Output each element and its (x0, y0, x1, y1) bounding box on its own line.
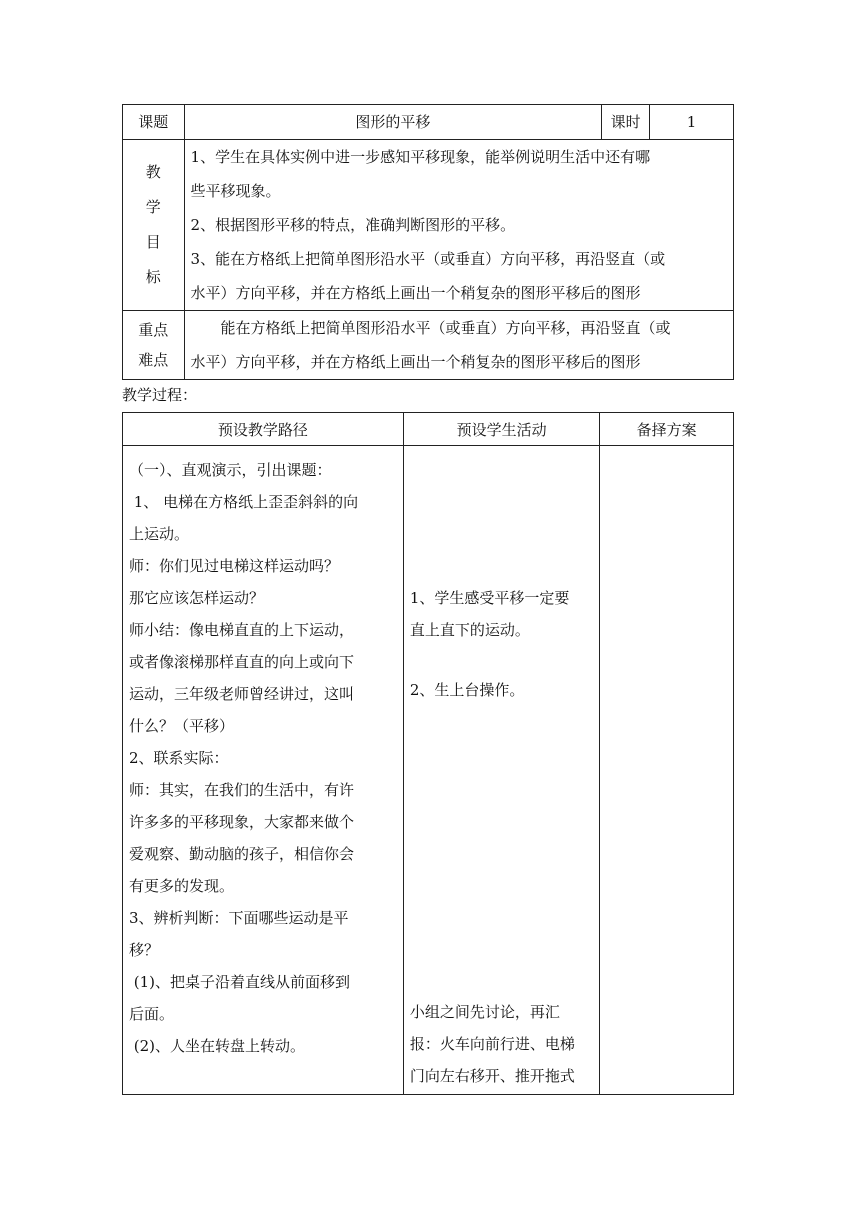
path-line: 或者像滚梯那样直直的向上或向下 (129, 653, 355, 671)
activity-line: 门向左右移开、推开拖式 (409, 1067, 575, 1085)
alternative-plan-cell (600, 446, 734, 1095)
objective-line: 3、能在方格纸上把简单图形沿水平（或垂直）方向平移，再沿竖直（或 (190, 250, 666, 268)
path-line: (1)、把桌子沿着直线从前面移到 (129, 973, 351, 991)
objectives-row (123, 140, 734, 311)
hours-value: 1 (650, 105, 734, 140)
path-line: 师：你们见过电梯这样运动吗？ (129, 557, 340, 575)
path-line: 运动，三年级老师曾经讲过，这叫 (129, 685, 355, 703)
path-line: 师：其实，在我们的生活中，有许 (129, 781, 355, 799)
path-line: （一）、直观演示，引出课题： (129, 461, 332, 479)
key-points-label-line: 重点 (138, 321, 169, 339)
objectives-label-char: 学 (145, 198, 161, 216)
process-header-row (123, 413, 734, 446)
objective-line: 水平）方向平移，并在方格纸上画出一个稍复杂的图形平移后的图形 (190, 284, 641, 302)
path-line: 上运动。 (129, 525, 190, 543)
path-line: 3、辨析判断：下面哪些运动是平 (129, 909, 349, 927)
lesson-header-table (122, 104, 734, 380)
activity-line: 2、生上台操作。 (409, 681, 525, 699)
path-line: 师小结：像电梯直直的上下运动， (129, 621, 355, 639)
path-line: 那它应该怎样运动？ (129, 589, 265, 607)
path-line: 2、联系实际： (129, 749, 229, 767)
activity-line: 报：火车向前行进、电梯 (409, 1035, 575, 1053)
key-point-line: 能在方格纸上把简单图形沿水平（或垂直）方向平移，再沿竖直（或 (190, 319, 671, 337)
topic-value: 图形的平移 (184, 105, 602, 140)
column-header-activity: 预设学生活动 (403, 413, 600, 446)
path-line: 1、 电梯在方格纸上歪歪斜斜的向 (129, 493, 359, 511)
teaching-process-table (122, 412, 734, 1095)
objectives-label (123, 140, 185, 311)
column-header-path: 预设教学路径 (123, 413, 404, 446)
activity-line: 小组之间先讨论，再汇 (409, 1003, 560, 1021)
process-body-row (123, 446, 734, 1095)
path-line: 爱观察、勤动脑的孩子，相信你会 (129, 845, 355, 863)
key-points-label (123, 311, 185, 380)
objective-line: 2、根据图形平移的特点，准确判断图形的平移。 (190, 216, 516, 234)
objective-line: 1、学生在具体实例中进一步感知平移现象，能举例说明生活中还有哪 (190, 148, 651, 166)
key-points-row (123, 311, 734, 380)
path-line: 有更多的发现。 (129, 877, 235, 895)
activity-line: 直上直下的运动。 (409, 621, 530, 639)
path-line: 移？ (129, 941, 160, 959)
path-line: (2)、人坐在转盘上转动。 (129, 1037, 306, 1055)
teaching-path-cell (123, 446, 404, 1095)
hours-label: 课时 (602, 105, 650, 140)
student-activity-cell (403, 446, 600, 1095)
key-point-line: 水平）方向平移，并在方格纸上画出一个稍复杂的图形平移后的图形 (190, 353, 641, 371)
activity-line: 1、学生感受平移一定要 (409, 589, 570, 607)
objective-line: 些平移现象。 (190, 182, 281, 200)
column-header-alternative: 备择方案 (600, 413, 734, 446)
topic-label: 课题 (123, 105, 185, 140)
key-points-label-line: 难点 (138, 351, 169, 369)
teaching-process-label: 教学过程： (122, 386, 198, 404)
path-line: 许多多的平移现象，大家都来做个 (129, 813, 355, 831)
objectives-label-char: 标 (145, 268, 161, 286)
objectives-label-char: 教 (145, 163, 161, 181)
key-points-text (184, 311, 733, 380)
topic-row (123, 105, 734, 140)
path-line: 什么？（平移） (129, 717, 235, 735)
objectives-label-char: 目 (145, 233, 161, 251)
objectives-text (184, 140, 733, 311)
path-line: 后面。 (129, 1005, 175, 1023)
